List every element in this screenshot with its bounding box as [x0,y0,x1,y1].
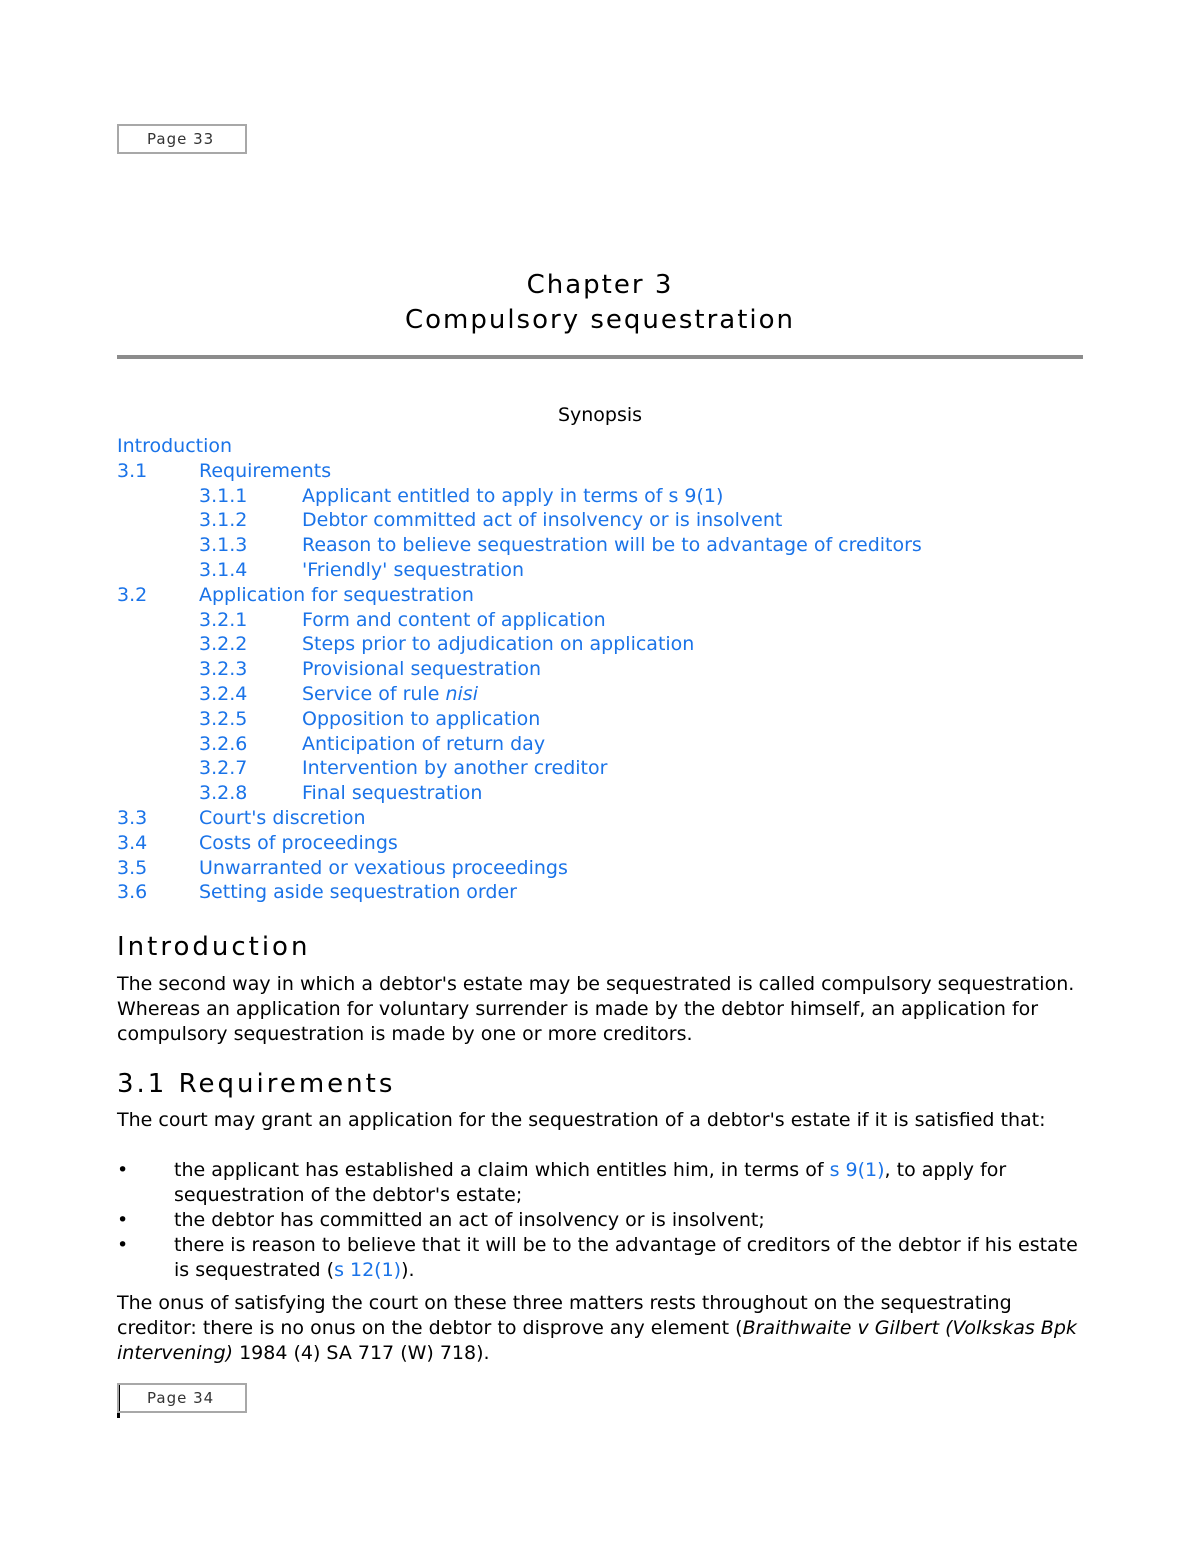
synopsis-item-text: Service of rule [302,682,446,705]
synopsis-item-label[interactable] [199,880,517,905]
chapter-title: Compulsory sequestration [404,305,796,335]
synopsis-item-number: 3.2.2 [199,633,248,656]
statute-link-s9-1[interactable]: s 9(1) [829,1159,885,1181]
list-item [117,1233,1083,1283]
synopsis-item-number: 3.1.3 [199,534,248,557]
synopsis-item-text: Intervention by another creditor [302,757,608,780]
synopsis-item-text: Introduction [117,435,233,457]
synopsis-item-number: 3.3 [117,806,148,829]
synopsis-item-text: Debtor committed act of insolvency or is insolvent [302,509,783,532]
synopsis-item-label[interactable] [302,533,922,558]
bullet-text: the applicant has established a claim which entitles him, in terms of [174,1159,830,1181]
synopsis-item-number: 3.1 [117,459,148,482]
synopsis-item-number: 3.2.8 [199,782,248,805]
synopsis-item-number: 3.1.1 [199,484,248,507]
bullet-text: there is reason to believe that it will be to the advantage of creditors of the debtor if his estate is sequestrated ( [174,1234,1078,1281]
synopsis-item-number: 3.2.5 [199,707,248,730]
bullet-icon: • [117,1234,129,1256]
synopsis-item-number: 3.5 [117,856,148,879]
synopsis-item-text: Form and content of application [302,608,606,631]
synopsis-item-text: Provisional sequestration [302,658,542,681]
synopsis-item-text: Anticipation of return day [302,732,546,755]
synopsis-item-text: Application for sequestration [199,583,474,606]
synopsis-item-number: 3.6 [117,881,148,904]
synopsis-item-label[interactable] [199,856,568,881]
synopsis-item-text: 'Friendly' sequestration [302,558,525,581]
synopsis-item-number: 3.2 [117,583,148,606]
page-marker-label: Page 34 [147,1389,215,1407]
synopsis-item-text: Applicant entitled to apply in terms of s 9(1) [302,484,724,507]
synopsis-item-label[interactable] [302,508,782,533]
synopsis-item-text: Setting aside sequestration order [199,881,517,904]
synopsis-item-label[interactable] [302,756,607,781]
synopsis-item-number: 3.2.4 [199,682,248,705]
synopsis-item-text: Costs of proceedings [199,831,398,854]
case-citation: Braithwaite v Gilbert (Volkskas Bpk intervening) [117,1317,1077,1364]
synopsis-item-number: 3.2.1 [199,608,248,631]
synopsis-item-italic: nisi [445,682,478,705]
synopsis-item-label[interactable] [302,558,524,583]
statute-link-s12-1[interactable]: s 12(1) [334,1259,402,1281]
requirements-list [117,1158,1083,1283]
synopsis-item-text: Reason to believe sequestration will be to advantage of creditors [302,534,922,557]
synopsis-item-number: 3.2.6 [199,732,248,755]
synopsis-heading: Synopsis [557,404,643,426]
page-marker-33 [117,124,247,154]
bullet-text: the debtor has committed an act of insolvency or is insolvent; [174,1209,765,1231]
chapter-number: Chapter 3 [526,270,674,300]
onus-text: The onus of satisfying the court on these three matters rests throughout on the sequestrating creditor: there is no onus on the debtor to disprove any element ( [117,1292,1012,1339]
synopsis-item-label[interactable] [302,781,482,806]
synopsis-item-label[interactable] [302,608,606,633]
synopsis-item-number: 3.2.7 [199,757,248,780]
bullet-text: ). [401,1259,415,1281]
synopsis-item-label[interactable] [199,806,366,831]
chapter-divider [117,355,1083,359]
synopsis-item-text: Opposition to application [302,707,541,730]
synopsis-item-label[interactable] [199,459,331,484]
synopsis-item-label[interactable] [199,831,398,856]
requirements-intro: The court may grant an application for the sequestration of a debtor's estate if it is satisfied that: [117,1109,1046,1131]
synopsis-item-text: Steps prior to adjudication on application [302,633,695,656]
section-heading-requirements: 3.1 Requirements [117,1069,396,1099]
bullet-icon: • [117,1209,129,1231]
synopsis-item-label[interactable] [117,434,232,459]
list-item [117,1158,1083,1208]
introduction-paragraph: The second way in which a debtor's estate may be sequestrated is called compulsory sequestration. Whereas an application for voluntary surrender is made by the debtor himself, an application for compulsory sequestration is made by one or more creditors. [117,973,1075,1045]
synopsis-item-label[interactable] [302,707,540,732]
synopsis-item-text: Final sequestration [302,782,483,805]
onus-paragraph [117,1291,1083,1366]
list-item [117,1208,1083,1233]
synopsis-item-label[interactable] [302,632,694,657]
synopsis-item-number: 3.1.2 [199,509,248,532]
bullet-icon: • [117,1159,129,1181]
synopsis-item-label[interactable] [302,682,478,707]
synopsis-item-label[interactable] [302,657,541,682]
synopsis-item-number: 3.2.3 [199,658,248,681]
page-marker-label: Page 33 [147,130,215,148]
synopsis-item-text: Unwarranted or vexatious proceedings [199,856,568,879]
page-marker-34 [117,1383,247,1413]
synopsis-item-label[interactable] [199,583,474,608]
onus-text: 1984 (4) SA 717 (W) 718). [233,1342,490,1364]
synopsis-item-label[interactable] [302,732,545,757]
synopsis-item-number: 3.4 [117,831,148,854]
synopsis-item-text: Court's discretion [199,806,366,829]
synopsis-item-text: Requirements [199,459,332,482]
bullet-text: , to apply for sequestration of the debtor's estate; [174,1159,1007,1206]
synopsis-item-label[interactable] [302,484,723,509]
section-heading-introduction: Introduction [117,932,311,962]
synopsis-item-number: 3.1.4 [199,558,248,581]
